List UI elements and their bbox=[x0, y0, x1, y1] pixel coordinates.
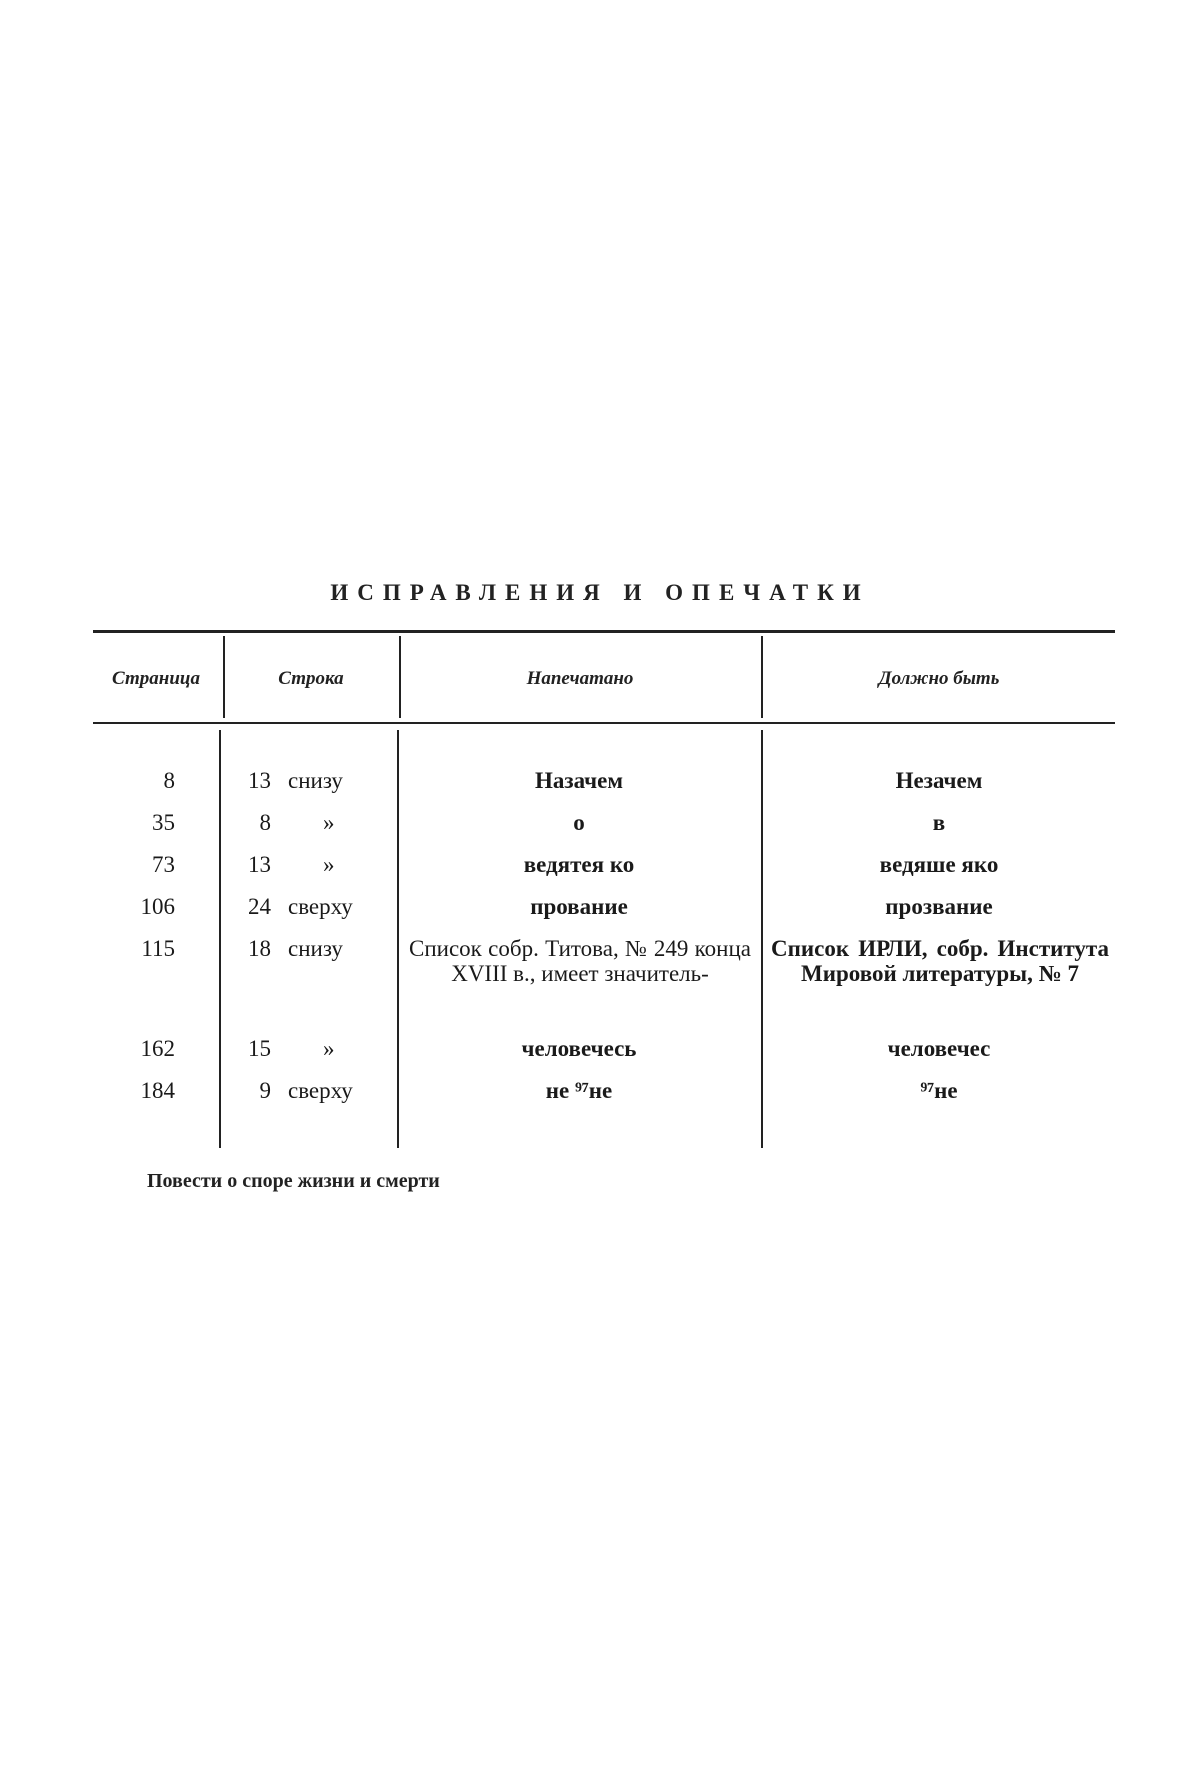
row-should-be: ведяше яко bbox=[879, 852, 999, 877]
row-line-where: » bbox=[323, 852, 335, 877]
errata-table bbox=[93, 630, 1115, 1150]
row-line-where: » bbox=[323, 810, 335, 835]
row-should-be: в bbox=[932, 810, 946, 835]
row-printed: Назачем bbox=[534, 768, 624, 793]
row-page: 106 bbox=[140, 894, 175, 919]
row-line-where: сверху bbox=[288, 894, 353, 919]
page-title: ИСПРАВЛЕНИЯ И ОПЕЧАТКИ bbox=[330, 580, 870, 605]
row-page: 73 bbox=[152, 852, 175, 877]
header-page: Страница bbox=[112, 668, 200, 689]
row-line-where: снизу bbox=[288, 768, 343, 793]
header-line: Строка bbox=[278, 668, 344, 689]
row-should-be: ⁹⁷не bbox=[920, 1078, 958, 1103]
row-printed: не ⁹⁷не bbox=[545, 1078, 613, 1103]
row-line-where: сверху bbox=[288, 1078, 353, 1103]
row-page: 162 bbox=[140, 1036, 175, 1061]
column-divider bbox=[761, 730, 763, 1148]
header-printed: Напечатано bbox=[526, 668, 634, 689]
row-line-num: 15 bbox=[248, 1036, 271, 1061]
row-should-be: Список ИРЛИ, собр. Института Мировой литературы, № 7 bbox=[771, 936, 1109, 986]
row-line-num: 24 bbox=[248, 894, 271, 919]
row-printed: ведятея ко bbox=[523, 852, 635, 877]
row-should-be: Незачем bbox=[895, 768, 983, 793]
row-line-where: » bbox=[323, 1036, 335, 1061]
row-line-num: 13 bbox=[248, 768, 271, 793]
table-header-rule bbox=[93, 722, 1115, 724]
row-line-num: 8 bbox=[259, 810, 271, 835]
row-should-be: прозвание bbox=[885, 894, 993, 919]
row-page: 184 bbox=[140, 1078, 175, 1103]
header-should-be: Должно быть bbox=[878, 668, 1000, 689]
row-printed: человечесь bbox=[521, 1036, 637, 1061]
row-page: 115 bbox=[141, 936, 175, 961]
footer-note: Повести о споре жизни и смерти bbox=[147, 1170, 440, 1192]
row-printed: Список собр. Титова, № 249 конца XVIII в., имеет значитель- bbox=[409, 936, 751, 986]
row-printed: прование bbox=[530, 894, 628, 919]
row-should-be: человечес bbox=[887, 1036, 991, 1061]
row-line-num: 13 bbox=[248, 852, 271, 877]
table-top-rule bbox=[93, 630, 1115, 633]
row-line-num: 9 bbox=[259, 1078, 271, 1103]
row-page: 35 bbox=[152, 810, 175, 835]
row-line-num: 18 bbox=[248, 936, 271, 961]
row-printed: о bbox=[573, 810, 585, 835]
row-page: 8 bbox=[163, 768, 175, 793]
row-line-where: снизу bbox=[288, 936, 343, 961]
